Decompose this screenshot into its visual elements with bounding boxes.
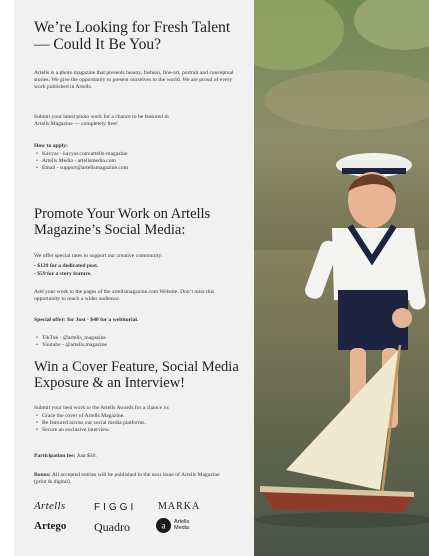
logo-artells-media (174, 519, 189, 531)
add-work-paragraph: Add your work to the pages of the artellsmagazine.com Website. Don’t miss this opportunity to reach a wider audience. (34, 289, 215, 303)
awards-heading: Win a Cover Feature, Social Media Exposure & an Interview! (34, 359, 239, 391)
logo-artells: Artells (34, 500, 66, 512)
list-item: • Kavyar - kavyar.com/artells-magazine (34, 151, 240, 158)
svg-text:a: a (161, 520, 166, 531)
submit-paragraph: Submit your latest photo work for a chance to be featured in Artells Magazine — completely free! (34, 114, 169, 128)
rate-post: - $129 for a dedicated post. (34, 263, 99, 269)
list-item: • Be featured across our social media platforms. (34, 420, 240, 427)
list-item: • TikTok - @artells_magazine (34, 335, 240, 342)
fee-label: Participation fee: (34, 453, 76, 459)
list-item: • Youtube - @artells.magazine (34, 342, 240, 349)
bonus-line (34, 472, 224, 486)
bonus-text: All accepted entries will be published in the next issue of Artells Magazine (print & digital). (34, 472, 220, 486)
awards-list (34, 413, 240, 435)
rate-story: - $59 for a story feature. (34, 271, 92, 277)
logo-quadro: Quadro (94, 520, 130, 534)
logo-marka: MARKA (158, 501, 201, 512)
apply-title: How to apply: (34, 143, 68, 149)
main-heading: We’re Looking for Fresh Talent — Could It Be You? (34, 19, 231, 54)
apply-list (34, 151, 240, 173)
cover-photo (254, 0, 429, 556)
list-item: • Grace the cover of Artells Magazine. (34, 413, 240, 420)
logo-figgi: FIGGI (94, 502, 137, 513)
social-list (34, 335, 240, 349)
fee-line (34, 453, 240, 460)
fee-value: Just $30. (76, 453, 97, 459)
awards-intro: Submit your best work to the Artells Awards for a chance to: (34, 405, 170, 411)
partner-logos (34, 500, 234, 540)
artells-media-line1: Artells (174, 519, 190, 525)
list-item: • Email - support@artellsmagazine.com (34, 165, 240, 172)
special-offer: Special offer: for Just - $40 for a webitorial. (34, 317, 139, 323)
rates-intro: We offer special rates to support our creative community: (34, 253, 163, 259)
list-item: • Artells Media - artellsmedia.com (34, 158, 240, 165)
bonus-label: Bonus: (34, 472, 51, 478)
list-item: • Secure an exclusive interview. (34, 427, 240, 434)
logo-artego: Artego (34, 520, 67, 532)
social-heading: Promote Your Work on Artells Magazine’s Social Media: (34, 206, 211, 238)
artells-media-icon (156, 518, 171, 533)
intro-paragraph: Artells is a photo magazine that presents beauty, fashion, fine-art, portrait and conceptual stories. We give the opportunity to present ourselves to the world. We are proud of every work published in Artells. (34, 70, 234, 91)
photo-illustration (254, 0, 429, 556)
artells-media-line2: Media (174, 525, 189, 531)
